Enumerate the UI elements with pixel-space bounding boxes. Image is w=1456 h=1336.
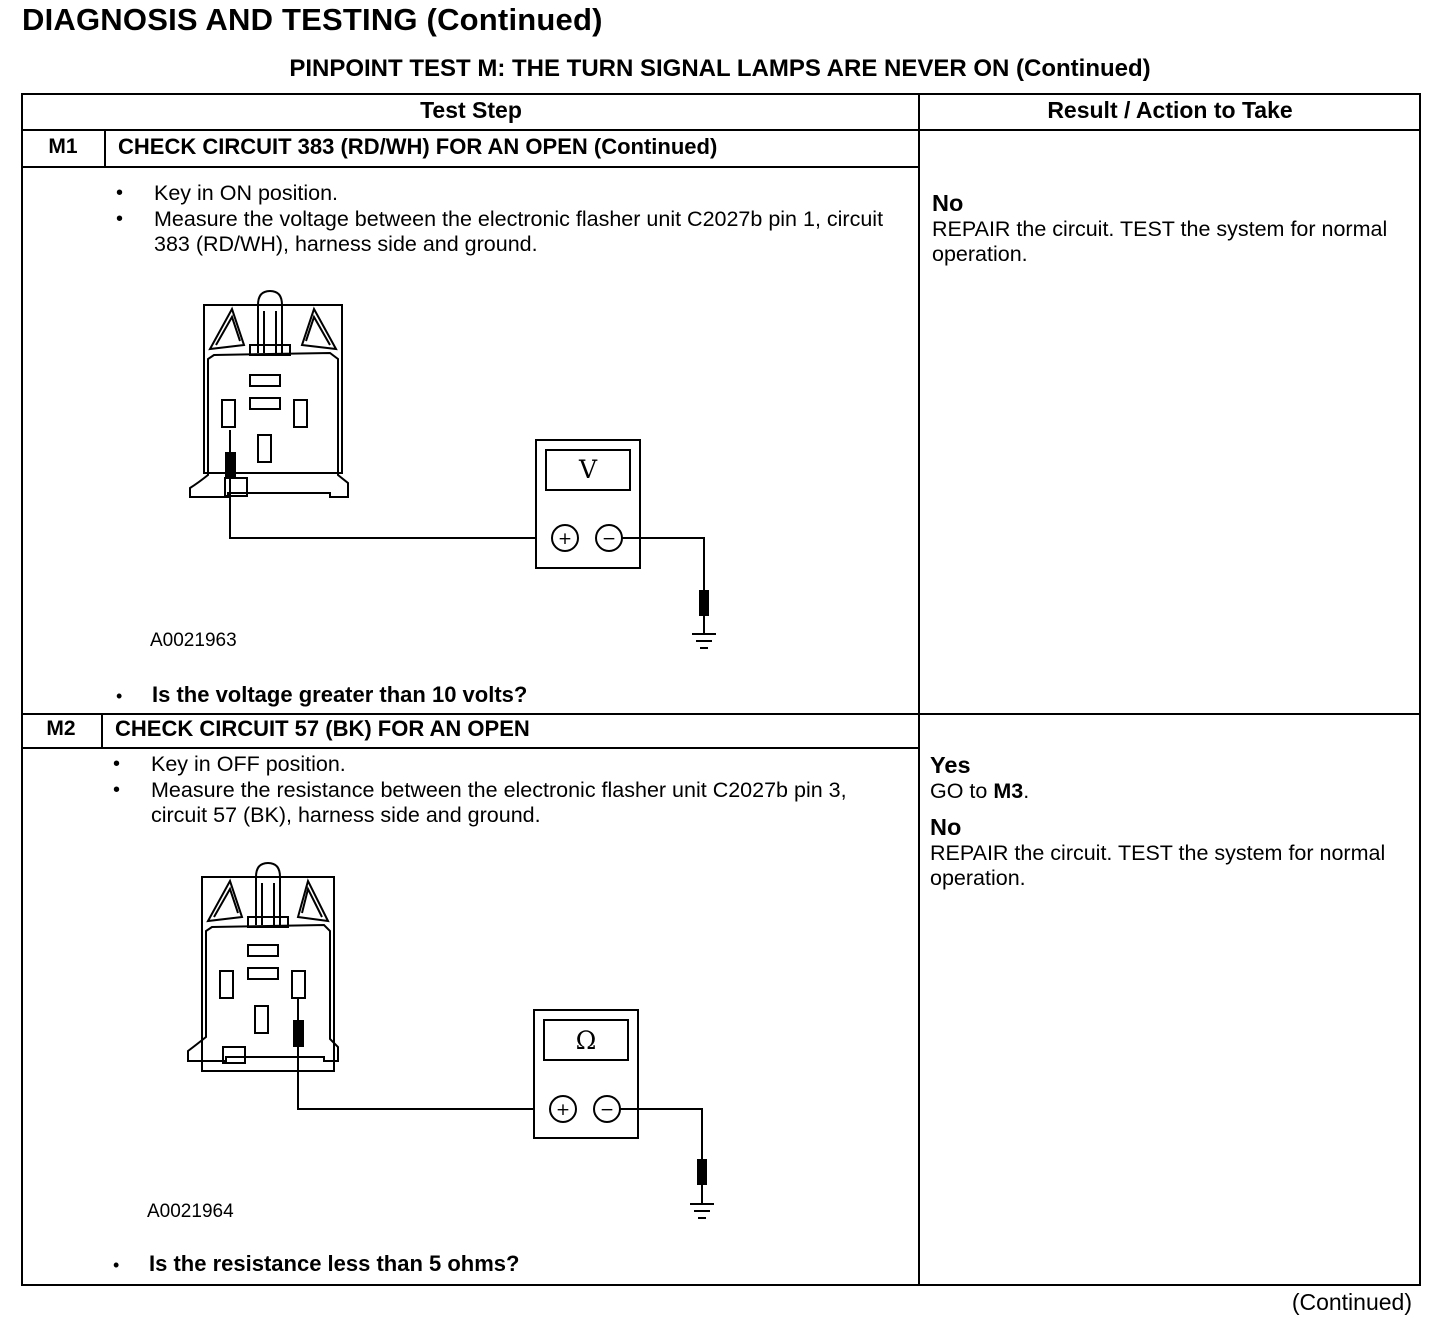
test-lead-wire [230,477,536,538]
m2-instruction-item: • Measure the resistance between the electronic flasher unit C2027b pin 3, circuit 57 (BK), harness side and ground. [113,778,873,829]
m1-id-divider [104,129,106,167]
result-action [930,779,1400,804]
page-title: DIAGNOSIS AND TESTING (Continued) [22,2,603,37]
bullet-icon: • [113,1255,120,1275]
minus-terminal: − [601,529,617,549]
m1-instruction-item: • Measure the voltage between the electronic flasher unit C2027b pin 1, circuit 383 (RD/WH), harness side and ground. [116,207,886,258]
probe-icon [225,430,236,477]
m1-figure-id: A0021963 [150,630,237,651]
m1-connector-voltmeter-diagram [180,285,740,655]
ground-icon [692,616,716,648]
result-label: Yes [930,752,971,778]
result-action-prefix: GO to [930,779,994,803]
m2-id-divider [101,713,103,749]
m1-instructions [116,181,886,258]
m2-instruction-item: • Key in OFF position. [113,752,873,778]
result-action-link: M3 [993,779,1024,803]
m1-step-id: M1 [48,135,78,158]
probe-icon [697,1159,707,1185]
m2-step-title: CHECK CIRCUIT 57 (BK) FOR AN OPEN [115,716,530,741]
column-divider [918,93,920,1286]
header-divider [21,129,1421,131]
m2-results [930,752,1400,901]
connector-icon [188,863,338,1071]
probe-icon [293,998,304,1047]
m2-title-underline [21,747,920,749]
result-action-suffix: . [1023,779,1030,803]
plus-terminal: + [555,1100,571,1120]
ground-icon [690,1185,714,1218]
continued-footer: (Continued) [1291,1289,1412,1315]
plus-terminal: + [557,529,573,549]
meter-symbol: Ω [575,1026,597,1055]
m2-question [113,1251,519,1277]
step-divider [21,713,1421,715]
bullet-icon: • [116,686,123,706]
m1-title-underline [21,166,920,168]
result-label: No [930,814,962,840]
connector-icon [190,291,348,497]
m1-question [116,682,527,708]
meter-symbol: V [578,455,598,484]
m2-result-yes [930,752,1400,804]
m2-question-text: Is the resistance less than 5 ohms? [149,1251,520,1276]
m1-question-text: Is the voltage greater than 10 volts? [152,682,528,707]
m1-results [932,190,1402,277]
result-action: REPAIR the circuit. TEST the system for normal operation. [932,217,1388,266]
header-result: Result / Action to Take [1047,97,1293,123]
m2-figure-id: A0021964 [147,1201,234,1222]
probe-icon [699,590,709,616]
minus-terminal: − [599,1100,615,1120]
m1-result-no [932,190,1402,267]
m1-step-title: CHECK CIRCUIT 383 (RD/WH) FOR AN OPEN (Continued) [118,134,718,159]
pinpoint-test-title: PINPOINT TEST M: THE TURN SIGNAL LAMPS ARE NEVER ON (Continued) [289,55,1151,82]
m2-step-id: M2 [46,717,76,740]
m2-result-no [930,814,1400,891]
header-test-step: Test Step [420,97,522,123]
result-action: REPAIR the circuit. TEST the system for normal operation. [930,841,1386,890]
m2-connector-ohmmeter-diagram [178,857,738,1227]
m1-instruction-item: • Key in ON position. [116,181,886,207]
result-label: No [932,190,964,216]
m2-instructions [113,752,873,829]
